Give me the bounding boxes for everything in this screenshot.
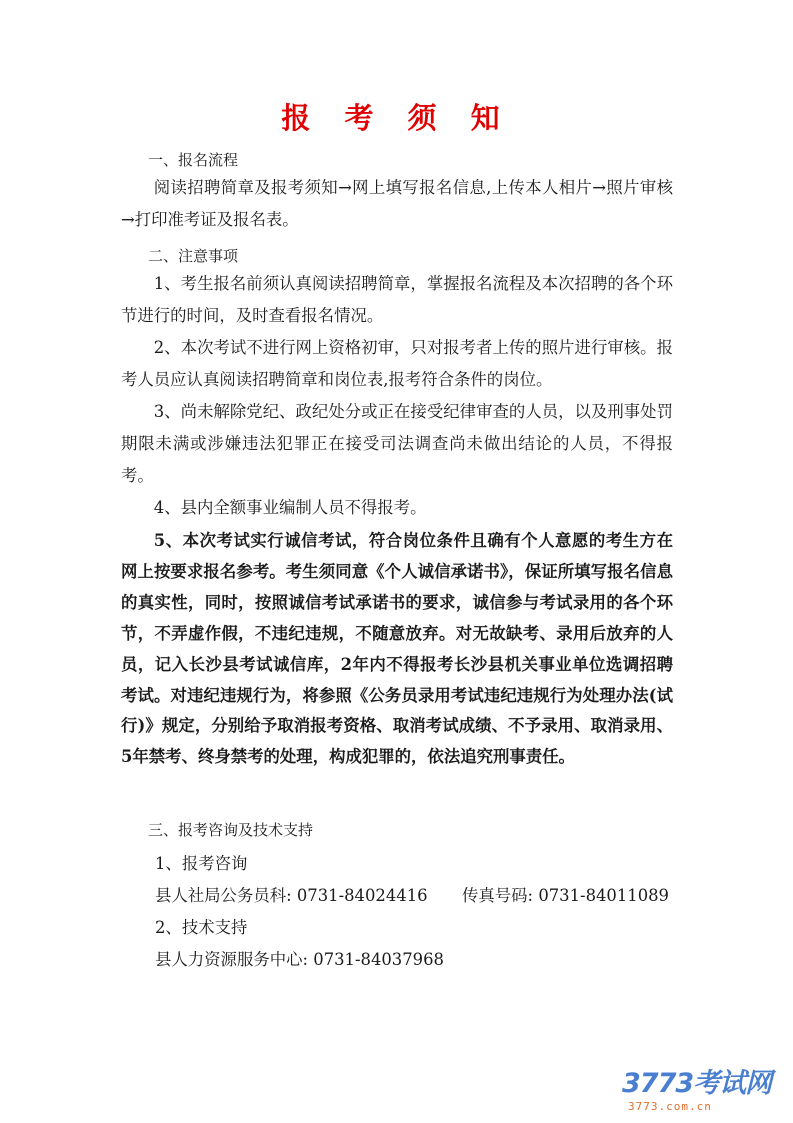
fax-number: 0731-84011089 [538,886,669,905]
watermark-brand: 3773考试网 [622,1068,772,1099]
tech-phone: 0731-84037968 [313,950,444,969]
section-heading-registration-process: 一、报名流程 [148,151,239,169]
consult-label: 县人社局公务员科: [155,886,292,905]
section-heading-notes: 二、注意事项 [148,247,239,265]
tech-support-contact-line [155,946,444,970]
tech-support-subheading: 2、技术支持 [155,918,248,937]
note-item-1: 1、考生报名前须认真阅读招聘简章，掌握报名流程及本次招聘的各个环节进行的时间，及时查看报名情况。 [121,274,673,326]
watermark-url: 3773.com.cn [628,1100,712,1113]
consult-phone: 0731-84024416 [296,886,428,905]
note-item-2: 2、本次考试不进行网上资格初审，只对报考者上传的照片进行审核。报考人员应认真阅读招聘简章和岗位表,报考符合条件的岗位。 [121,338,673,390]
consultation-contact-line [155,882,669,906]
registration-process-text: 阅读招聘简章及报考须知→网上填写报名信息,上传本人相片→照片审核→打印准考证及报名表。 [121,178,673,230]
page-title: 报 考 须 知 [281,101,512,135]
consultation-subheading: 1、报考咨询 [155,854,248,873]
note-item-3: 3、尚未解除党纪、政纪处分或正在接受纪律审查的人员，以及刑事处罚期限未满或涉嫌违法犯罪正在接受司法调查尚未做出结论的人员，不得报考。 [121,402,673,486]
site-watermark-logo [622,1061,782,1113]
note-item-5-integrity: 5、本次考试实行诚信考试，符合岗位条件且确有个人意愿的考生方在网上按要求报名参考。考生须同意《个人诚信承诺书》，保证所填写报名信息的真实性，同时，按照诚信考试承诺书的要求，诚信参与考试录用的各个环节，不弄虚作假，不违纪违规，不随意放弃。对无故缺考、录用后放弃的人员，记入长沙县考试诚信库，2年内不得报考长沙县机关事业单位选调招聘考试。对违纪违规行为，将参照《公务员录用考试违纪违规行为处理办法(试行)》规定，分别给予取消报考资格、取消考试成绩、不予录用、取消录用、5年禁考、终身禁考的处理，构成犯罪的，依法追究刑事责任。 [121,531,673,767]
tech-label: 县人力资源服务中心: [155,950,309,969]
note-item-4: 4、县内全额事业编制人员不得报考。 [153,498,427,517]
section-heading-consultation: 三、报考咨询及技术支持 [148,821,314,839]
fax-label: 传真号码: [462,886,534,905]
